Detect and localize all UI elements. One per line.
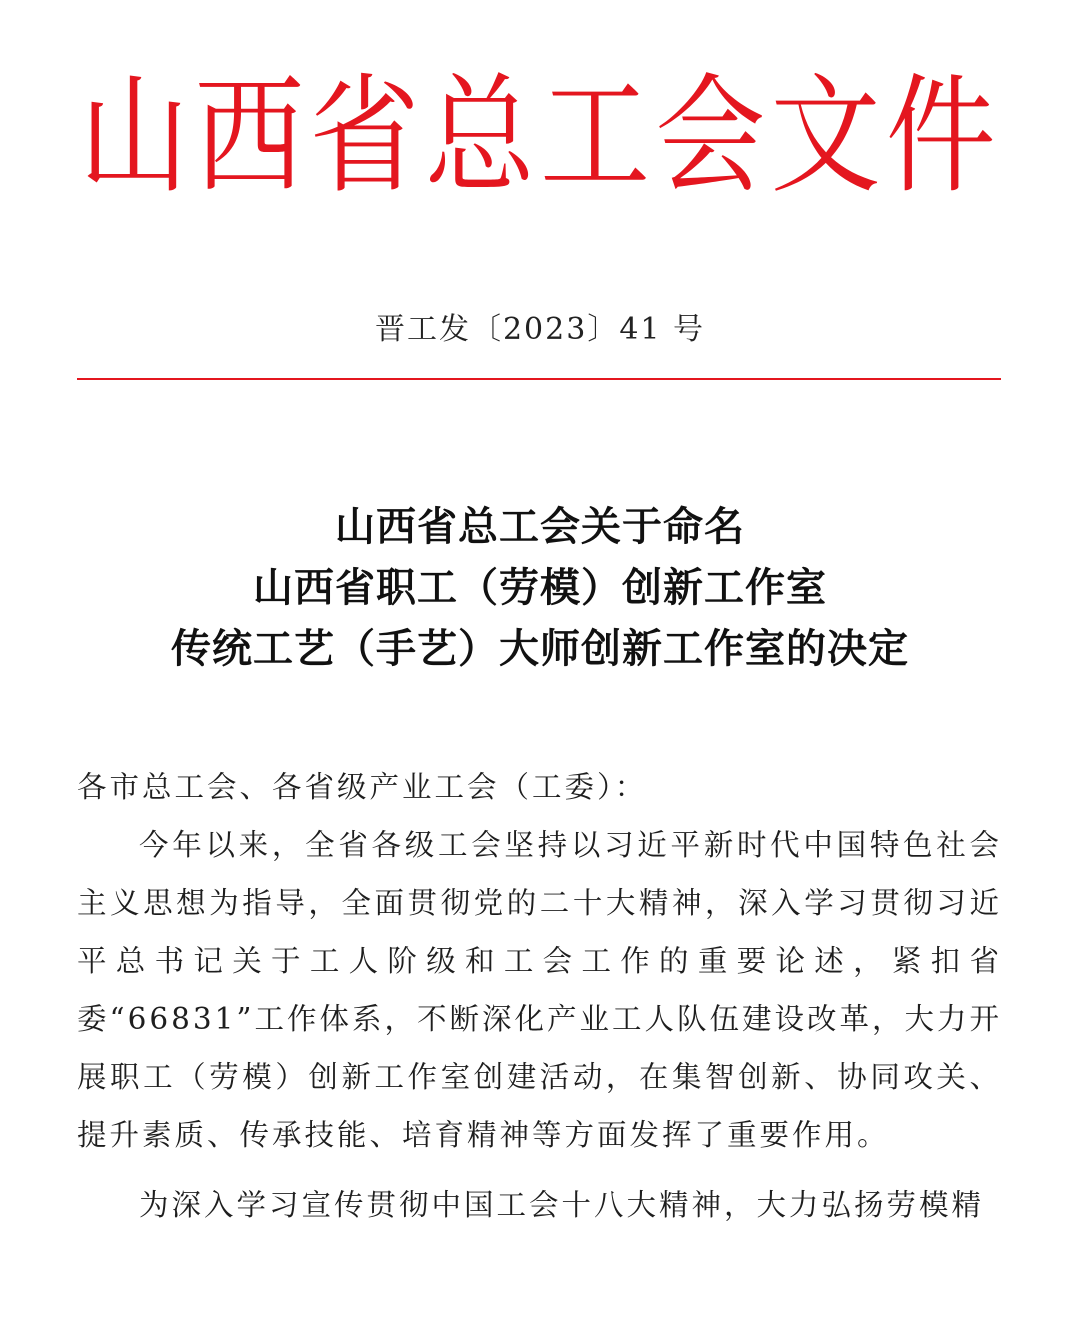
- title-line-2: 山西省职工（劳模）创新工作室: [253, 565, 827, 611]
- masthead-title: 山西省总工会文件: [79, 62, 1001, 211]
- title-line-3: 传统工艺（手艺）大师创新工作室的决定: [171, 626, 909, 672]
- document-number: 晋工发〔2023〕41 号: [374, 312, 706, 347]
- red-divider-rule: [77, 378, 1001, 380]
- document-title: [0, 497, 1080, 680]
- body-paragraph-1: 今年以来，全省各级工会坚持以习近平新时代中国特色社会主义思想为指导，全面贯彻党的二十大精神，深入学习贯彻习近平总书记关于工人阶级和工会工作的重要论述，紧扣省委“66831”工作体系，不断深化产业工人队伍建设改革，大力开展职工（劳模）创新工作室创建活动，在集智创新、协同攻关、提升素质、传承技能、培育精神等方面发挥了重要作用。: [77, 828, 1003, 1152]
- document-body: [77, 758, 1002, 1234]
- salutation: 各市总工会、各省级产业工会（工委）：: [77, 770, 648, 804]
- title-line-1: 山西省总工会关于命名: [335, 504, 745, 550]
- body-paragraph-2: 为深入学习宣传贯彻中国工会十八大精神，大力弘扬劳模精: [139, 1188, 985, 1222]
